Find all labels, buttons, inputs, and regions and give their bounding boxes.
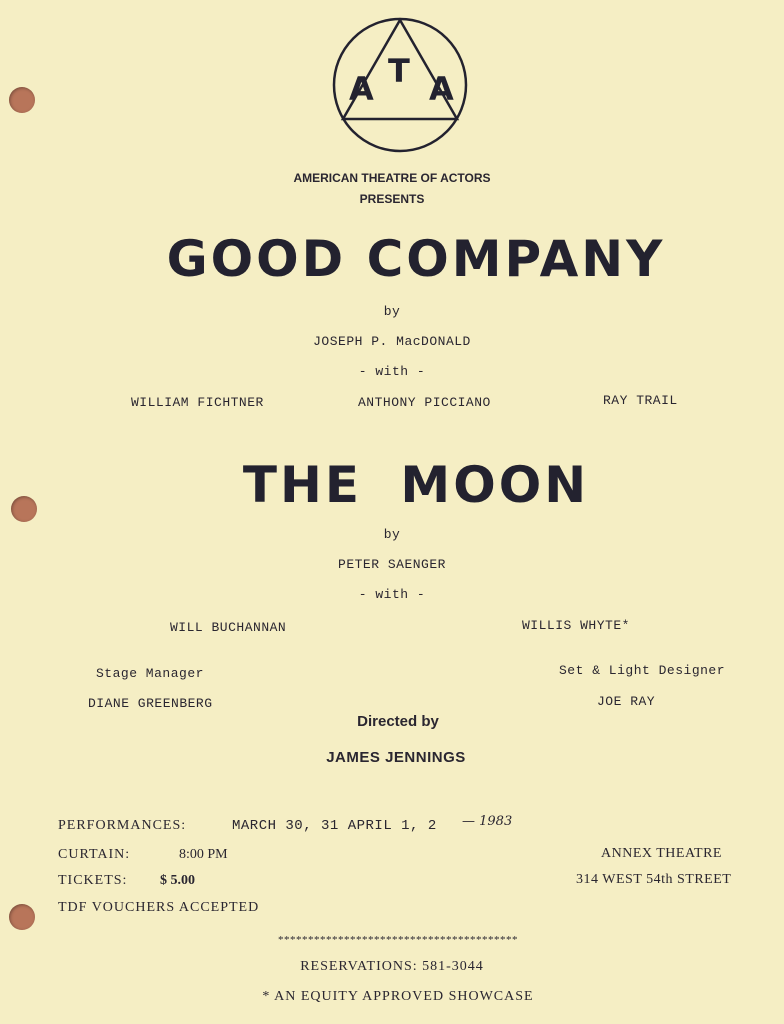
director-name: JAMES JENNINGS [326,749,466,766]
play2-with: - with - [358,587,426,602]
play1-by: by [383,304,401,319]
play2-author: PETER SAENGER [338,557,446,572]
tickets-label: TICKETS: [58,873,128,888]
presents-label: PRESENTS [359,192,425,206]
binder-hole-bottom [9,904,35,930]
designer-label: Set & Light Designer [559,663,726,678]
play2-title: THE MOON [242,456,590,514]
logo-letter-middle: T [388,52,410,90]
ata-logo [331,16,469,154]
play2-cast-2: WILLIS WHYTE* [522,618,630,633]
star-divider: **************************************** [278,934,518,946]
venue-address: 314 WEST 54th STREET [576,872,732,887]
directed-by-label: Directed by [357,713,439,730]
play1-author: JOSEPH P. MacDONALD [313,334,471,349]
stage-manager-name: DIANE GREENBERG [88,696,213,711]
performances-label: PERFORMANCES: [58,818,187,833]
reservations: RESERVATIONS: 581-3044 [300,959,484,974]
logo-letter-left: A [349,70,374,108]
performances-dates: MARCH 30, 31 APRIL 1, 2 [232,818,437,834]
handwritten-year: — 1983 [462,814,513,829]
play1-cast-1: WILLIAM FICHTNER [131,395,264,410]
curtain-label: CURTAIN: [58,847,131,862]
company-name: AMERICAN THEATRE OF ACTORS [293,171,491,185]
binder-hole-top [9,87,35,113]
logo-letter-right: A [429,70,454,108]
curtain-time: 8:00 PM [179,847,228,862]
play1-cast-2: ANTHONY PICCIANO [358,395,491,410]
stage-manager-label: Stage Manager [96,666,204,681]
tickets-price: $ 5.00 [160,873,195,888]
play1-cast-3: RAY TRAIL [603,393,678,408]
tdf-vouchers: TDF VOUCHERS ACCEPTED [58,900,260,915]
play2-by: by [383,527,401,542]
designer-name: JOE RAY [597,694,656,709]
equity-showcase: * AN EQUITY APPROVED SHOWCASE [262,989,534,1004]
venue-name: ANNEX THEATRE [601,846,722,861]
play1-title: GOOD COMPANY [166,230,666,288]
play1-with: - with - [358,364,426,379]
play2-cast-1: WILL BUCHANNAN [170,620,287,635]
